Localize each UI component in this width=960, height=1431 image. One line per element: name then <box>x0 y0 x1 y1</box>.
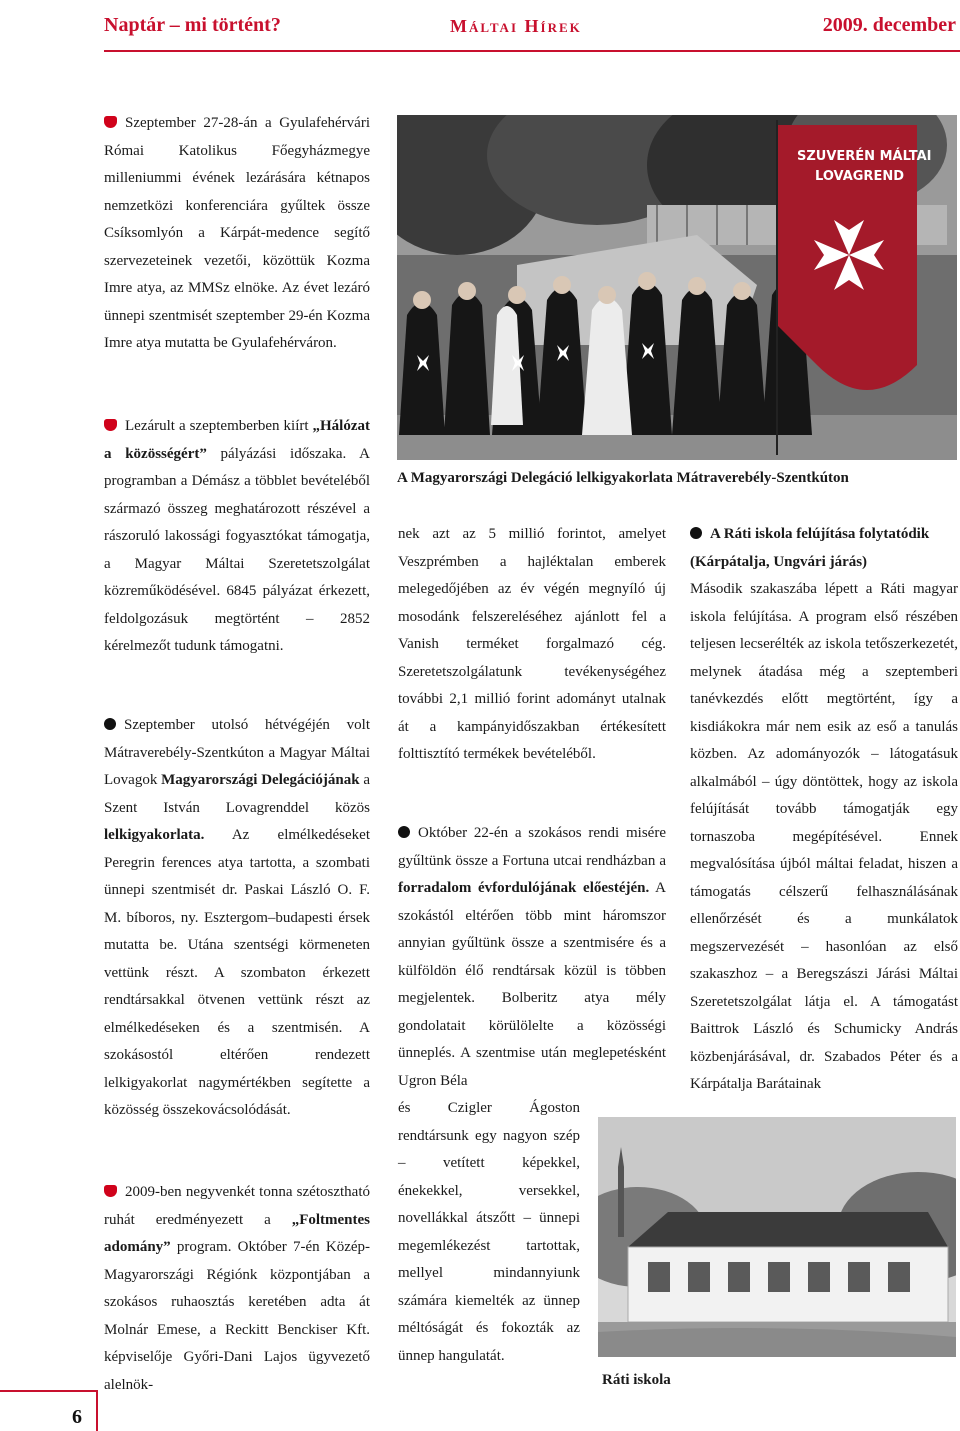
article-lelkigyakorlat <box>104 712 370 1125</box>
article-text: Második szakaszába lépett a Ráti magyar iskola felújítása. A program első részében teljesen lecserélték az iskola tetőszerkezetét, melynek átadása még a szeptemberi tanévkezdés előtt megtörtént, így a kisdiákokra már nem esik az eső a tanulás közben. Az adományozók – látogatásuk alkalmából – úgy döntöttek, hogy az iskola felújítását tovább támogatják egy tornaszoba megépítésével. Ennek megvalósítása újból máltai feladat, hiszen a támogatás célszerű felhasználásának ellenőrzését és a munkálatok megszervezését – hasonlóan az első szakaszhoz – a Beregszászi Járási Máltai Szeretetszolgálat látja el. A támogatást Baittrok László és Schumicky András közbenjárásával, dr. Szabados Péter és a Kárpátalja Barátainak <box>690 581 958 1092</box>
article-text: Szeptember utolsó hétvégéjén volt Mátraverebély-Szentkúton a Magyar Máltai Lovagok <box>104 717 370 788</box>
school-photo <box>598 1117 956 1357</box>
article-halozat <box>104 413 370 661</box>
article-text: pályázási időszaka. A programban a Démász a többlet bevételéből származó összeg meghatározott részével a rászoruló lakossági fogyasztókat támogatja, a Magyar Máltai Szeretetszolgálat közreműködésével. 6845 pályázat érkezett, feldolgozásuk megtörtént – 2852 kérelmezőt tudunk támogatni. <box>104 445 370 654</box>
black-bullet-icon <box>690 527 702 539</box>
article-heading: A Ráti iskola felújítása folytatódik <box>710 526 930 542</box>
photo-caption: A Magyarországi Delegáció lelkigyakorlata Mátraverebély-Szentkúton <box>397 470 849 486</box>
black-bullet-icon <box>104 718 116 730</box>
article-text: Szeptember 27-28-án a Gyulafehérvári Római Katolikus Főegyházmegye milleniummi évének lezárására kétnapos nemzetközi konferenciára gyűltek össze Csíksomlyón a Kárpát-medence segítő szervezeteinek vezetői, közöttük Kozma Imre atya, az MMSz elnöke. Az évet lezáró ünnepi szentmisét szeptember 29-én Kozma Imre atya mutatta be Gyulafehérváron. <box>104 115 370 351</box>
article-vanish <box>398 521 666 769</box>
red-bullet-icon <box>104 419 117 431</box>
publication-title: Máltai Hírek <box>450 16 582 36</box>
article-text: nek azt az 5 millió forintot, amelyet Veszprémben a hajléktalan emberek melegedőjében az év végén megnyíló új mosodánk felszereléséhez ajánlott fel a Vanish terméket forgalmazó cég. Szeretetszolgálatunk tevékenységéhez további 2,1 millió forint adományt utalnak át a kampányidőszakban értékesített folttisztító termékek bevételéből. <box>398 526 666 762</box>
article-text: Lezárult a szeptemberben kiírt <box>125 418 313 434</box>
article-text: Október 22-én a szokásos rendi misére gyűltünk össze a Fortuna utcai rendházban a <box>398 825 666 869</box>
article-text: 2009-ben negyvenkét tonna szétosztható ruhát eredményezett a <box>104 1184 370 1228</box>
page-number: 6 <box>72 1406 82 1428</box>
article-text: és Czigler Ágoston rendtársunk egy nagyon szép – vetített képekkel, énekekkel, versekkel, novellákkal átszőtt – ünnepi megemlékezést tartottak, mellyel mindannyiunk számára kiemelték az ünnep méltóságát és fokozták az ünnep hangulatát. <box>398 1100 580 1364</box>
photo-caption: Ráti iskola <box>602 1372 671 1388</box>
article-foltmentes <box>104 1179 370 1399</box>
article-text: program. Október 7-én Közép-Magyarországi Régiónk központjában a szokásos ruhaosztás keretében adta át Molnár Emese, a Reckitt Benckiser Kft. képviselője Győri-Dani Lajos ügyvezető alelnök- <box>104 1239 370 1393</box>
article-subheading: (Kárpátalja, Ungvári járás) <box>690 553 868 570</box>
program-name: „Hálózat a közösségért” <box>104 418 370 462</box>
article-oktober22-cont <box>398 1095 580 1370</box>
bold-text: lelkigyakorlata. <box>104 827 205 843</box>
article-rati-iskola <box>690 521 958 1099</box>
banner-text: SZUVERÉN MÁLTAI <box>797 149 932 164</box>
article-text: Az elmélkedéseket Peregrin ferences atya tartotta, a szombati ünnepi szentmisét dr. Paskai László O. F. M. bíboros, ny. Esztergom–budapesti érsek mutatta be. Utána szentségi körmeneten vettünk részt. A szombaton érkezett rendtársakkal ötvenen vettünk részt az elmélkedéseken és a szentmisén. A szokásostól eltérően rendezett lelkigyakorlat nagymértékben segítette a közösség összekovácsolódását. <box>104 827 370 1118</box>
black-bullet-icon <box>398 826 410 838</box>
article-csiksomlyo <box>104 110 370 358</box>
banner-text: LOVAGREND <box>815 169 904 184</box>
red-bullet-icon <box>104 1185 117 1197</box>
procession-photo <box>397 115 957 460</box>
article-text: A szokástól eltérően több mint háromszor annyian gyűltünk össze a szentmisére és a külföldön élő rendtársak közül is többen megjelentek. Bolberitz atya mély gondolatait körülölelte a közösségi ünneplés. A szentmise után meglepetésként Ugron Béla <box>398 880 666 1089</box>
section-title: Naptár – mi történt? <box>104 14 281 36</box>
program-name: „Foltmentes adomány” <box>104 1211 370 1255</box>
issue-date: 2009. december <box>822 14 956 36</box>
bold-text: forradalom évfordulójának előestéjén. <box>398 880 650 896</box>
red-bullet-icon <box>104 116 117 128</box>
bold-text: Magyarországi Delegációjának <box>161 772 360 788</box>
header-rule <box>104 50 960 52</box>
page-header <box>0 0 960 52</box>
article-text: a Szent István Lovagrenddel közös <box>104 772 370 816</box>
article-oktober22 <box>398 820 666 1095</box>
page-corner-frame <box>0 1390 98 1431</box>
